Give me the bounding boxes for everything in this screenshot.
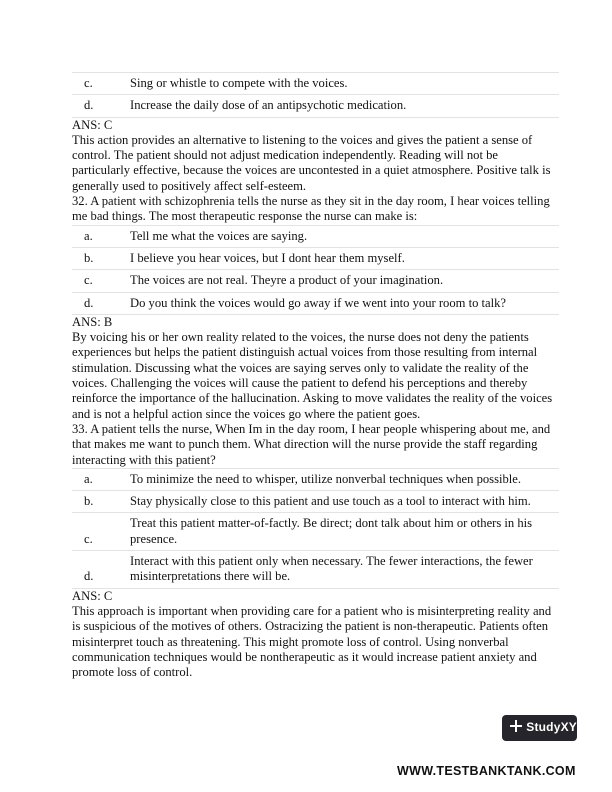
option-row	[72, 270, 559, 292]
option-letter: b.	[72, 491, 130, 513]
option-text: Stay physically close to this patient and use touch as a tool to interact with him.	[130, 491, 559, 513]
option-text: The voices are not real. Theyre a product of your imagination.	[130, 270, 559, 292]
option-text: Do you think the voices would go away if we went into your room to talk?	[130, 292, 559, 314]
option-letter: d.	[72, 292, 130, 314]
option-row	[72, 225, 559, 247]
option-row	[72, 491, 559, 513]
option-letter: d.	[72, 95, 130, 117]
option-text: Sing or whistle to compete with the voices.	[130, 73, 559, 95]
option-text: Increase the daily dose of an antipsychotic medication.	[130, 95, 559, 117]
question-33: 33. A patient tells the nurse, When Im in the day room, I hear people whispering about me, and that makes me want to punch them. What direction will the nurse provide the staff regarding interacting with this patient?	[72, 421, 551, 467]
option-letter: c.	[72, 513, 130, 551]
option-letter: c.	[72, 73, 130, 95]
option-text: Treat this patient matter-of-factly. Be direct; dont talk about him or others in his presence.	[130, 513, 559, 551]
footer-url[interactable]: WWW.TESTBANKTANK.COM	[397, 764, 576, 778]
rationale: This approach is important when providing care for a patient who is misinterpreting reality and is suspicious of the motives of others. Ostracizing the patient is non-therapeutic. Patients often misinterpret touch as threatening. This might promote loss of control. Using nonverbal communication techniques would be nontherapeutic as it would increase patient anxiety and promote loss of control.	[72, 603, 552, 680]
option-row	[72, 292, 559, 314]
option-row	[72, 551, 559, 589]
option-text: To minimize the need to whisper, utilize nonverbal techniques when possible.	[130, 468, 559, 490]
option-row	[72, 247, 559, 269]
answer: ANS: C	[72, 117, 113, 132]
option-row	[72, 95, 559, 117]
option-letter: a.	[72, 468, 130, 490]
option-row	[72, 73, 559, 95]
option-row	[72, 513, 559, 551]
option-letter: b.	[72, 247, 130, 269]
option-text: Tell me what the voices are saying.	[130, 225, 559, 247]
q31-options	[72, 72, 559, 118]
plus-icon	[508, 719, 524, 737]
document-page	[72, 72, 559, 680]
option-text: Interact with this patient only when necessary. The fewer interactions, the fewer misinterpretations there will be.	[130, 551, 559, 589]
q32-options	[72, 225, 559, 315]
rationale: This action provides an alternative to listening to the voices and gives the patient a sense of control. The patient should not adjust medication independently. Reading will not be particularly effective, because the voices are uncontested in a quiet atmosphere. Positive talk is generally used to positively affect self-esteem.	[72, 132, 551, 193]
studyxy-badge[interactable]	[502, 715, 577, 741]
badge-label: StudyXY	[526, 720, 577, 735]
option-letter: c.	[72, 270, 130, 292]
answer: ANS: C	[72, 588, 113, 603]
q33-options	[72, 468, 559, 589]
answer: ANS: B	[72, 314, 113, 329]
option-letter: d.	[72, 551, 130, 589]
option-letter: a.	[72, 225, 130, 247]
option-text: I believe you hear voices, but I dont hear them myself.	[130, 247, 559, 269]
rationale: By voicing his or her own reality related to the voices, the nurse does not deny the patients experiences but helps the patient distinguish actual voices from those resulting from internal stimulation. Discussing what the voices are saying serves only to validate the reality of the voices. Challenging the voices will cause the patient to defend his perceptions and thereby reinforce the importance of the hallucination. Asking to move validates the reality of the voices and is not a helpful action since the voices go where the patient goes.	[72, 330, 553, 421]
option-row	[72, 468, 559, 490]
question-32: 32. A patient with schizophrenia tells the nurse as they sit in the day room, I hear voices telling me bad things. The most therapeutic response the nurse can make is:	[72, 194, 550, 224]
